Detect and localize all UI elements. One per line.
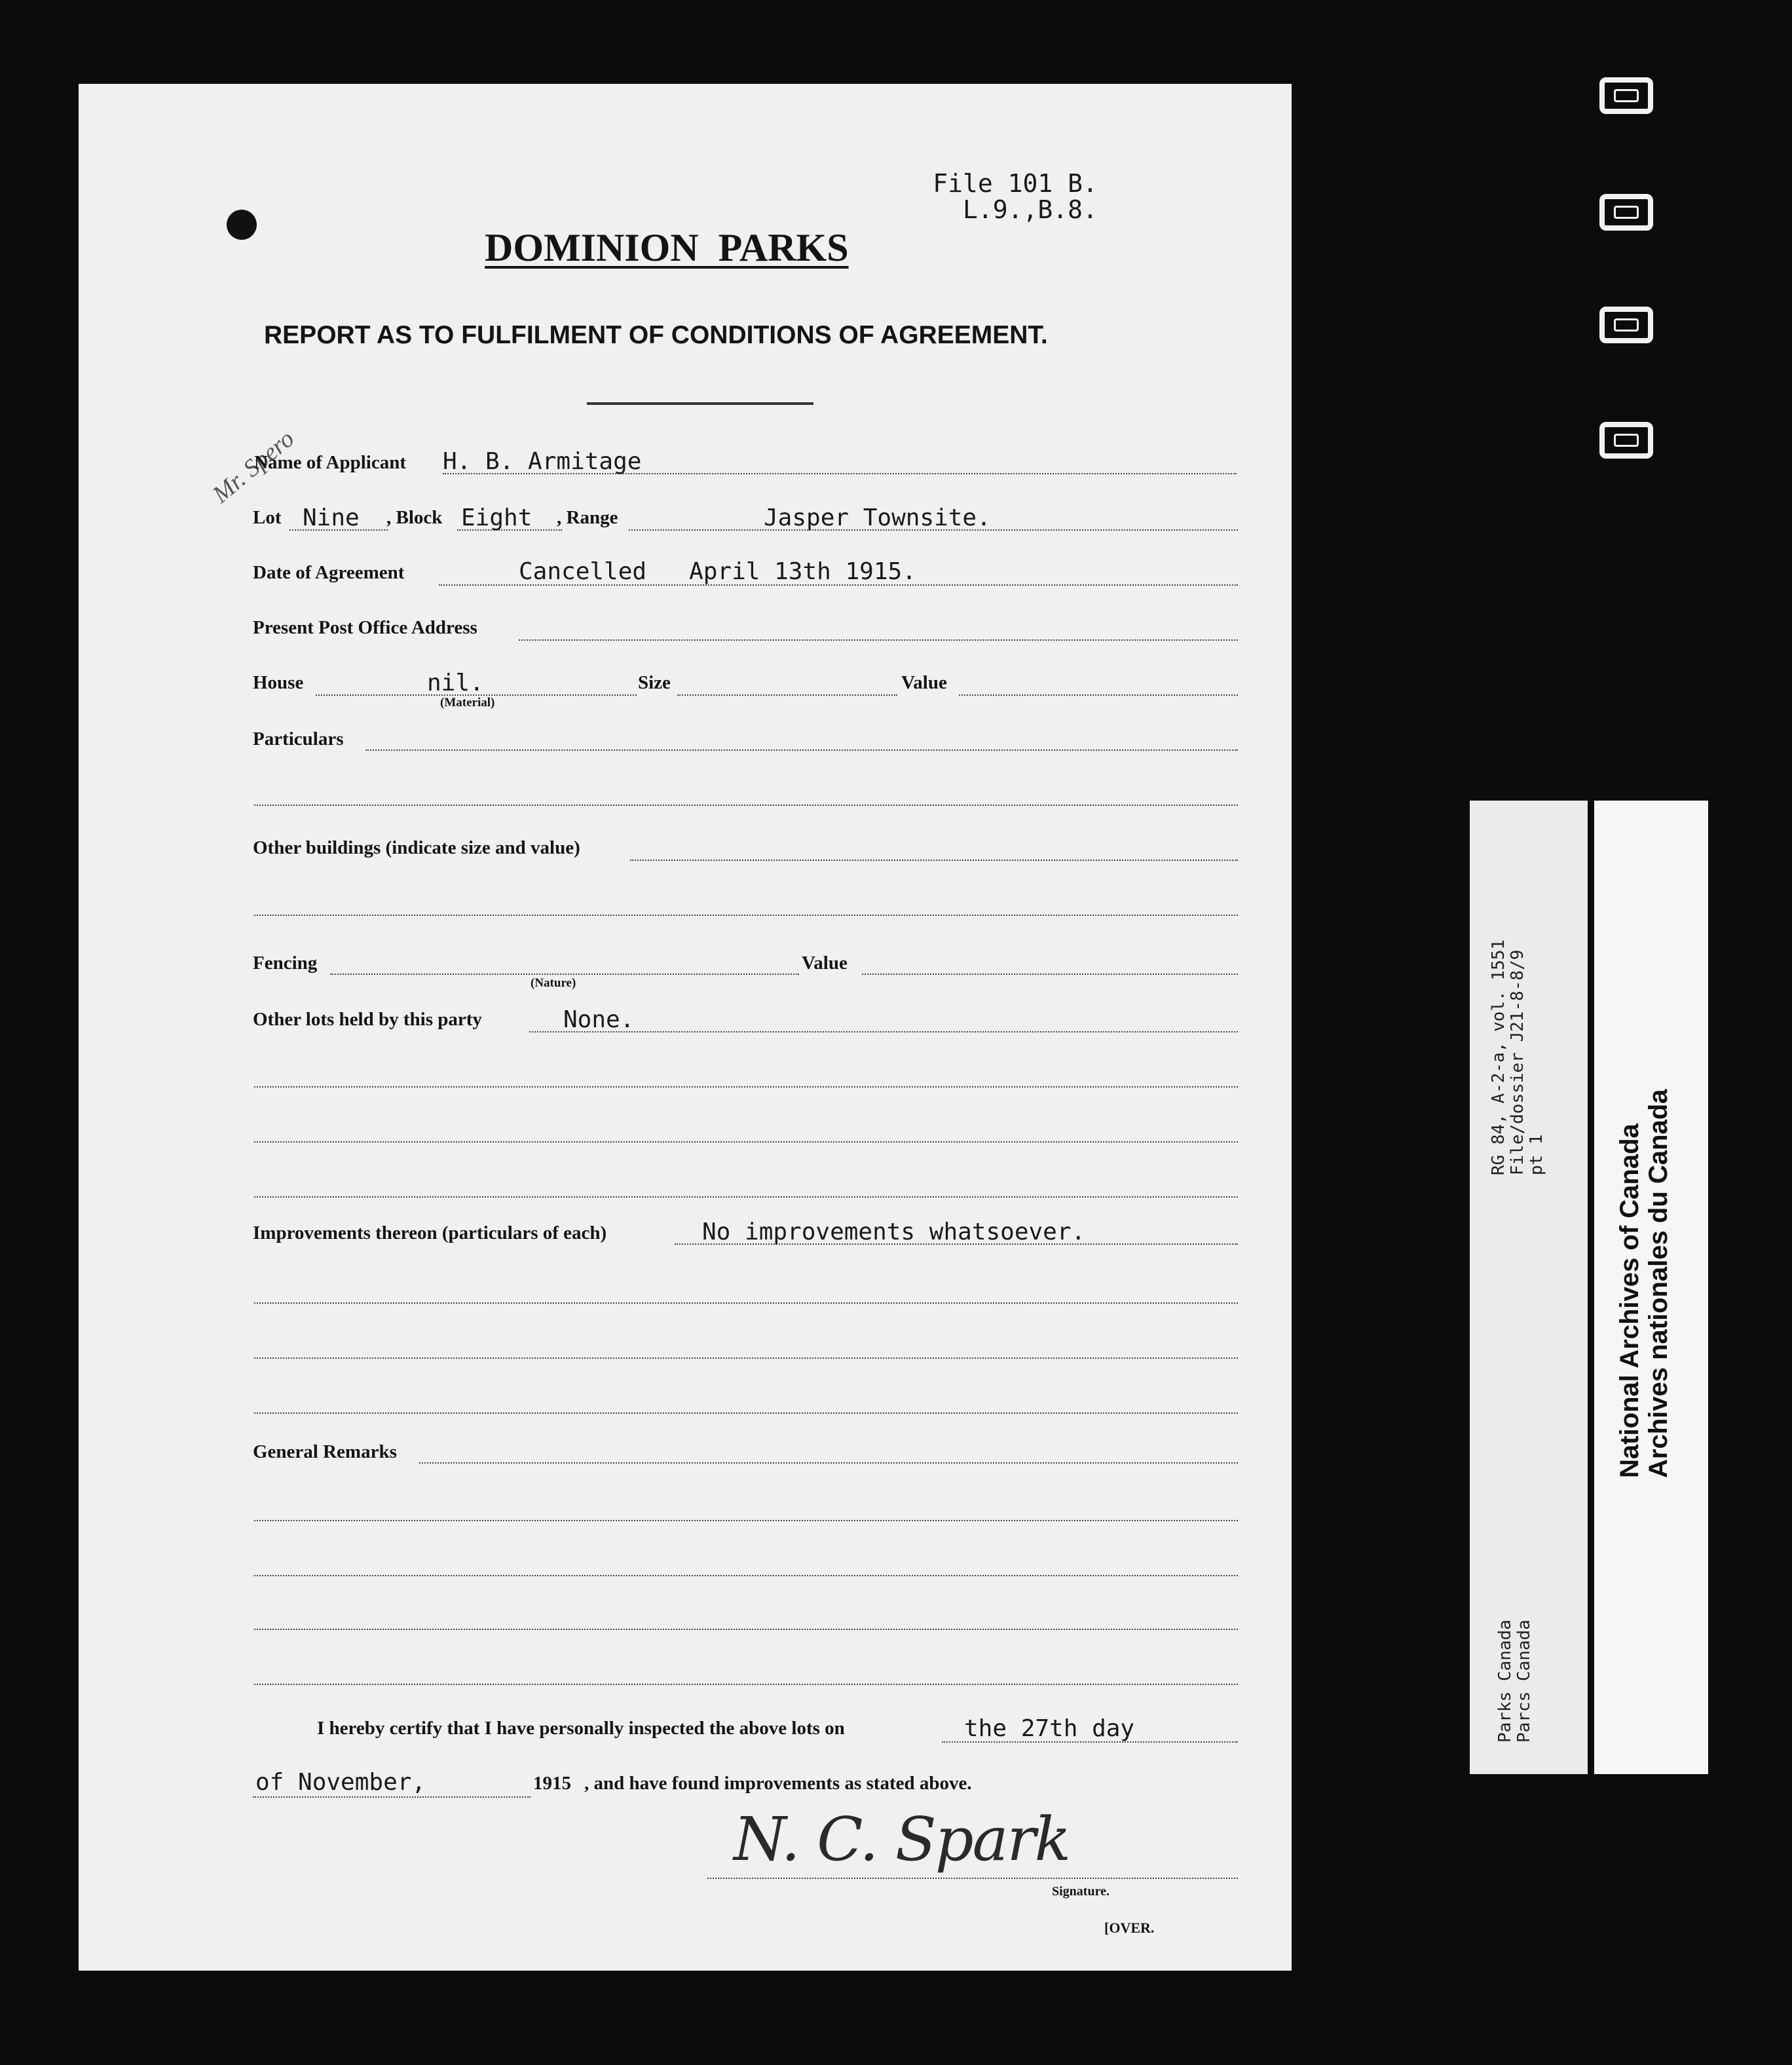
name-label: Name of Applicant xyxy=(254,452,406,473)
date-label: Date of Agreement xyxy=(253,562,405,583)
value-label: Value xyxy=(901,672,947,693)
nature-caption: (Nature) xyxy=(531,976,576,990)
archive-donor-line2: Parcs Canada xyxy=(1514,1620,1534,1743)
fencing-value-label: Value xyxy=(802,953,848,974)
over-label: [OVER. xyxy=(1104,1920,1155,1936)
certification-text: I hereby certify that I have personally inspected the above lots on xyxy=(317,1718,845,1739)
block-value: Eight xyxy=(461,504,532,531)
blank-line xyxy=(254,1357,1238,1359)
other-lots-value: None. xyxy=(563,1006,635,1033)
archive-label xyxy=(1470,801,1708,1774)
signature-label: Signature. xyxy=(1052,1884,1110,1899)
blank-line xyxy=(254,1575,1238,1576)
blank-line xyxy=(254,1684,1238,1685)
blank-line xyxy=(254,805,1238,806)
archive-ref-line1: RG 84, A-2-a, vol. 1551 xyxy=(1489,939,1508,1175)
material-caption: (Material) xyxy=(440,696,495,710)
blank-line xyxy=(254,1412,1238,1414)
certification-day: the 27th day xyxy=(964,1715,1135,1742)
blank-line xyxy=(254,1520,1238,1521)
file-ref-line2: L.9.,B.8. xyxy=(963,195,1098,224)
fencing-value-underline xyxy=(862,974,1238,975)
other-lots-label: Other lots held by this party xyxy=(253,1009,482,1030)
signature-underline xyxy=(707,1878,1238,1879)
address-underline xyxy=(519,639,1238,641)
certification-month: of November, xyxy=(255,1769,426,1796)
other-lots-underline xyxy=(529,1031,1238,1032)
page-subtitle: REPORT AS TO FULFILMENT OF CONDITIONS OF AGREEMENT. xyxy=(264,321,1048,349)
lot-value: Nine xyxy=(303,504,360,531)
certification-text-2: , and have found improvements as stated above. xyxy=(584,1773,972,1794)
blank-line xyxy=(254,1302,1238,1304)
remarks-underline xyxy=(419,1462,1238,1464)
date-value: Cancelled April 13th 1915. xyxy=(519,558,916,585)
size-underline xyxy=(677,694,897,696)
divider xyxy=(587,402,813,405)
file-ref-line1: File 101 B. xyxy=(933,169,1098,198)
film-frame-mark xyxy=(1599,307,1653,343)
improvements-label: Improvements thereon (particulars of each) xyxy=(253,1222,607,1243)
improvements-value: No improvements whatsoever. xyxy=(702,1219,1086,1245)
archive-donor-line1: Parks Canada xyxy=(1495,1620,1515,1743)
name-value: H. B. Armitage xyxy=(443,448,642,475)
blank-line xyxy=(254,1629,1238,1630)
film-frame-mark xyxy=(1599,77,1653,114)
certification-month-underline xyxy=(253,1796,531,1798)
punch-hole xyxy=(227,210,257,240)
value-underline xyxy=(959,694,1238,696)
particulars-label: Particulars xyxy=(253,729,344,749)
other-buildings-underline xyxy=(630,860,1238,861)
blank-line xyxy=(254,1086,1238,1088)
inspector-signature: N. C. Spark xyxy=(734,1804,1070,1874)
block-label: , Block xyxy=(386,507,443,528)
range-value: Jasper Townsite. xyxy=(764,504,991,531)
archive-institution-fr: Archives nationales du Canada xyxy=(1644,1089,1673,1478)
archive-ref-line3: pt 1 xyxy=(1527,1134,1546,1175)
inspector-stamp: Mr. Spero xyxy=(207,425,300,509)
document-page xyxy=(79,84,1292,1971)
archive-label-divider xyxy=(1588,801,1594,1774)
address-label: Present Post Office Address xyxy=(253,617,477,638)
film-frame-mark xyxy=(1599,422,1653,459)
file-reference xyxy=(917,170,1098,223)
fencing-label: Fencing xyxy=(253,953,318,974)
particulars-underline xyxy=(365,749,1238,751)
fencing-underline xyxy=(330,974,799,975)
house-label: House xyxy=(253,672,304,693)
archive-ref-line2: File/dossier J21-8-8/9 xyxy=(1508,949,1527,1175)
size-label: Size xyxy=(638,672,671,693)
lot-label: Lot xyxy=(253,507,282,528)
page-title: DOMINION PARKS xyxy=(485,226,849,269)
blank-line xyxy=(254,915,1238,916)
house-value: nil. xyxy=(427,670,484,696)
archive-institution-en: National Archives of Canada xyxy=(1615,1124,1644,1478)
blank-line xyxy=(254,1141,1238,1143)
other-buildings-label: Other buildings (indicate size and value) xyxy=(253,837,580,858)
blank-line xyxy=(254,1196,1238,1198)
range-label: , Range xyxy=(557,507,618,528)
certification-year: 1915 xyxy=(533,1773,571,1794)
film-frame-mark xyxy=(1599,194,1653,231)
remarks-label: General Remarks xyxy=(253,1441,397,1462)
